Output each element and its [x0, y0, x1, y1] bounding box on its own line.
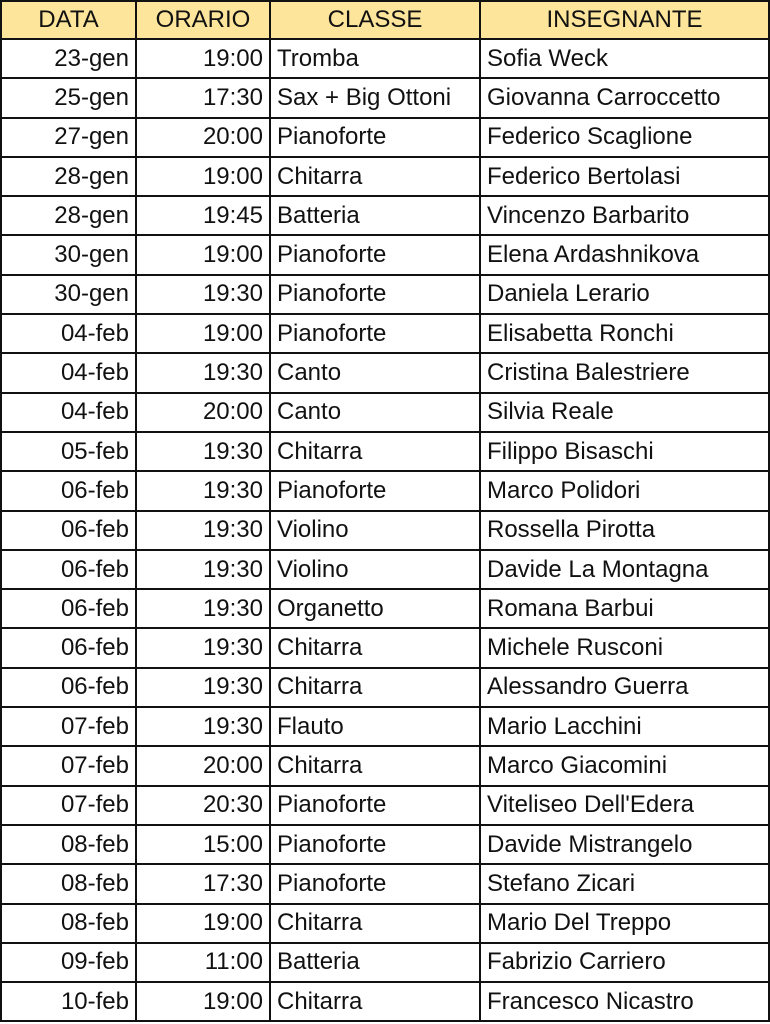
- header-classe: CLASSE: [270, 1, 480, 39]
- cell-classe: Sax + Big Ottoni: [270, 78, 480, 117]
- table-row: [1, 864, 769, 903]
- cell-orario: 19:30: [136, 432, 270, 471]
- table-row: [1, 118, 769, 157]
- cell-insegnante: Francesco Nicastro: [480, 982, 769, 1021]
- table-row: [1, 746, 769, 785]
- cell-orario: 19:30: [136, 275, 270, 314]
- cell-insegnante: Daniela Lerario: [480, 275, 769, 314]
- cell-orario: 19:00: [136, 982, 270, 1021]
- cell-orario: 19:30: [136, 589, 270, 628]
- cell-orario: 19:30: [136, 511, 270, 550]
- cell-data: 06-feb: [1, 550, 136, 589]
- cell-insegnante: Elena Ardashnikova: [480, 235, 769, 274]
- header-row: [1, 1, 769, 39]
- cell-data: 28-gen: [1, 196, 136, 235]
- cell-orario: 11:00: [136, 943, 270, 982]
- table-row: [1, 39, 769, 78]
- cell-insegnante: Mario Lacchini: [480, 707, 769, 746]
- cell-insegnante: Giovanna Carroccetto: [480, 78, 769, 117]
- cell-orario: 20:00: [136, 118, 270, 157]
- cell-data: 30-gen: [1, 275, 136, 314]
- table-row: [1, 393, 769, 432]
- cell-classe: Canto: [270, 393, 480, 432]
- cell-insegnante: Sofia Weck: [480, 39, 769, 78]
- cell-insegnante: Mario Del Treppo: [480, 904, 769, 943]
- cell-orario: 19:00: [136, 904, 270, 943]
- table-row: [1, 589, 769, 628]
- cell-classe: Pianoforte: [270, 314, 480, 353]
- cell-orario: 19:00: [136, 235, 270, 274]
- cell-insegnante: Federico Scaglione: [480, 118, 769, 157]
- table-row: [1, 904, 769, 943]
- cell-orario: 19:30: [136, 471, 270, 510]
- cell-classe: Organetto: [270, 589, 480, 628]
- cell-insegnante: Elisabetta Ronchi: [480, 314, 769, 353]
- cell-orario: 19:30: [136, 628, 270, 667]
- cell-data: 25-gen: [1, 78, 136, 117]
- cell-classe: Pianoforte: [270, 825, 480, 864]
- table-row: [1, 157, 769, 196]
- cell-data: 06-feb: [1, 511, 136, 550]
- cell-data: 06-feb: [1, 589, 136, 628]
- cell-classe: Chitarra: [270, 668, 480, 707]
- cell-data: 05-feb: [1, 432, 136, 471]
- table-row: [1, 471, 769, 510]
- cell-data: 07-feb: [1, 707, 136, 746]
- cell-insegnante: Viteliseo Dell'Edera: [480, 786, 769, 825]
- cell-orario: 19:00: [136, 157, 270, 196]
- header-data: DATA: [1, 1, 136, 39]
- cell-insegnante: Silvia Reale: [480, 393, 769, 432]
- cell-insegnante: Vincenzo Barbarito: [480, 196, 769, 235]
- cell-insegnante: Davide Mistrangelo: [480, 825, 769, 864]
- cell-orario: 19:30: [136, 707, 270, 746]
- cell-orario: 17:30: [136, 864, 270, 903]
- table-row: [1, 628, 769, 667]
- table-row: [1, 196, 769, 235]
- cell-classe: Pianoforte: [270, 275, 480, 314]
- cell-data: 06-feb: [1, 471, 136, 510]
- cell-orario: 20:00: [136, 393, 270, 432]
- table-row: [1, 550, 769, 589]
- cell-orario: 15:00: [136, 825, 270, 864]
- cell-data: 08-feb: [1, 904, 136, 943]
- table-body: [1, 39, 769, 1021]
- table-row: [1, 982, 769, 1021]
- cell-orario: 20:00: [136, 746, 270, 785]
- cell-data: 08-feb: [1, 825, 136, 864]
- table-row: [1, 353, 769, 392]
- cell-data: 30-gen: [1, 235, 136, 274]
- table-row: [1, 825, 769, 864]
- cell-classe: Chitarra: [270, 432, 480, 471]
- cell-insegnante: Filippo Bisaschi: [480, 432, 769, 471]
- cell-orario: 19:30: [136, 668, 270, 707]
- cell-insegnante: Cristina Balestriere: [480, 353, 769, 392]
- cell-orario: 17:30: [136, 78, 270, 117]
- cell-data: 08-feb: [1, 864, 136, 903]
- cell-orario: 19:30: [136, 353, 270, 392]
- cell-classe: Batteria: [270, 196, 480, 235]
- table-row: [1, 707, 769, 746]
- cell-insegnante: Davide La Montagna: [480, 550, 769, 589]
- cell-classe: Tromba: [270, 39, 480, 78]
- table-row: [1, 668, 769, 707]
- cell-data: 09-feb: [1, 943, 136, 982]
- cell-classe: Chitarra: [270, 982, 480, 1021]
- cell-orario: 19:45: [136, 196, 270, 235]
- cell-classe: Pianoforte: [270, 864, 480, 903]
- cell-insegnante: Fabrizio Carriero: [480, 943, 769, 982]
- cell-data: 06-feb: [1, 628, 136, 667]
- cell-insegnante: Federico Bertolasi: [480, 157, 769, 196]
- cell-classe: Canto: [270, 353, 480, 392]
- table-header: [1, 1, 769, 39]
- cell-classe: Chitarra: [270, 157, 480, 196]
- cell-insegnante: Alessandro Guerra: [480, 668, 769, 707]
- cell-classe: Chitarra: [270, 904, 480, 943]
- cell-classe: Pianoforte: [270, 235, 480, 274]
- cell-data: 04-feb: [1, 314, 136, 353]
- cell-data: 27-gen: [1, 118, 136, 157]
- cell-classe: Violino: [270, 511, 480, 550]
- cell-orario: 20:30: [136, 786, 270, 825]
- cell-data: 04-feb: [1, 353, 136, 392]
- table-row: [1, 943, 769, 982]
- cell-orario: 19:30: [136, 550, 270, 589]
- table-row: [1, 511, 769, 550]
- cell-classe: Violino: [270, 550, 480, 589]
- cell-classe: Batteria: [270, 943, 480, 982]
- cell-data: 07-feb: [1, 746, 136, 785]
- cell-orario: 19:00: [136, 314, 270, 353]
- cell-classe: Chitarra: [270, 628, 480, 667]
- table-row: [1, 314, 769, 353]
- cell-insegnante: Romana Barbui: [480, 589, 769, 628]
- cell-insegnante: Stefano Zicari: [480, 864, 769, 903]
- cell-data: 06-feb: [1, 668, 136, 707]
- cell-data: 04-feb: [1, 393, 136, 432]
- table-row: [1, 78, 769, 117]
- cell-insegnante: Marco Giacomini: [480, 746, 769, 785]
- cell-data: 28-gen: [1, 157, 136, 196]
- cell-data: 10-feb: [1, 982, 136, 1021]
- cell-classe: Pianoforte: [270, 786, 480, 825]
- cell-classe: Pianoforte: [270, 471, 480, 510]
- cell-classe: Pianoforte: [270, 118, 480, 157]
- cell-classe: Flauto: [270, 707, 480, 746]
- cell-insegnante: Michele Rusconi: [480, 628, 769, 667]
- cell-insegnante: Marco Polidori: [480, 471, 769, 510]
- cell-data: 23-gen: [1, 39, 136, 78]
- cell-orario: 19:00: [136, 39, 270, 78]
- cell-data: 07-feb: [1, 786, 136, 825]
- cell-insegnante: Rossella Pirotta: [480, 511, 769, 550]
- table-row: [1, 275, 769, 314]
- table-row: [1, 235, 769, 274]
- cell-classe: Chitarra: [270, 746, 480, 785]
- header-orario: ORARIO: [136, 1, 270, 39]
- table-row: [1, 432, 769, 471]
- table-row: [1, 786, 769, 825]
- header-insegnante: INSEGNANTE: [480, 1, 769, 39]
